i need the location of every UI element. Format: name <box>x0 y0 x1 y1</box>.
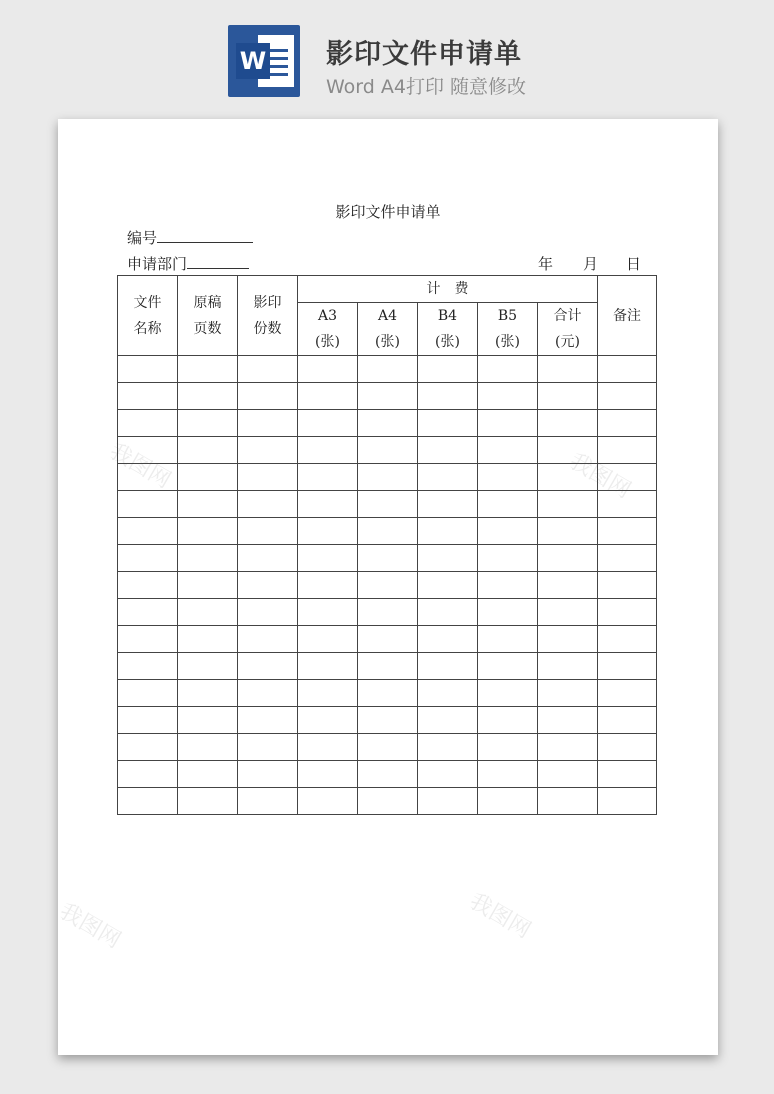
table-row <box>118 653 657 680</box>
table-cell[interactable] <box>238 410 298 437</box>
table-row <box>118 491 657 518</box>
table-cell[interactable] <box>358 707 418 734</box>
table-cell[interactable] <box>118 572 178 599</box>
table-cell[interactable] <box>118 356 178 383</box>
table-cell[interactable] <box>238 653 298 680</box>
table-cell[interactable] <box>178 410 238 437</box>
table-cell[interactable] <box>238 599 298 626</box>
table-row <box>118 788 657 815</box>
table-row <box>118 707 657 734</box>
table-cell[interactable] <box>298 599 358 626</box>
day-label: 日 <box>626 255 642 273</box>
table-cell[interactable] <box>118 680 178 707</box>
header-copies: 影印 份数 <box>238 276 298 356</box>
table-cell[interactable] <box>298 707 358 734</box>
watermark: 我图网 <box>565 448 635 504</box>
document-page <box>55 119 718 1055</box>
table-cell[interactable] <box>478 518 538 545</box>
table-cell[interactable] <box>118 707 178 734</box>
table-cell[interactable] <box>238 356 298 383</box>
table-cell[interactable] <box>538 599 598 626</box>
table-cell[interactable] <box>238 707 298 734</box>
table-cell[interactable] <box>598 410 657 437</box>
table-cell[interactable] <box>118 761 178 788</box>
table-row <box>118 410 657 437</box>
table-cell[interactable] <box>298 383 358 410</box>
watermark: 我图网 <box>105 438 175 494</box>
table-cell[interactable] <box>178 599 238 626</box>
table-cell[interactable] <box>178 626 238 653</box>
table-cell[interactable] <box>178 464 238 491</box>
table-cell[interactable] <box>418 491 478 518</box>
table-cell[interactable] <box>418 761 478 788</box>
table-cell[interactable] <box>418 599 478 626</box>
table-cell[interactable] <box>298 545 358 572</box>
header-b4: B4 (张) <box>418 303 478 356</box>
header-row <box>118 276 657 303</box>
number-blank[interactable] <box>157 228 253 243</box>
table-cell[interactable] <box>358 464 418 491</box>
table-cell[interactable] <box>418 626 478 653</box>
table-cell[interactable] <box>478 626 538 653</box>
number-label: 编号 <box>127 229 158 247</box>
table-cell[interactable] <box>598 788 657 815</box>
table-cell[interactable] <box>238 572 298 599</box>
table-cell[interactable] <box>418 437 478 464</box>
table-cell[interactable] <box>178 572 238 599</box>
banner-subtitle: Word A4打印 随意修改 <box>326 76 527 98</box>
table-cell[interactable] <box>598 599 657 626</box>
table-cell[interactable] <box>478 707 538 734</box>
word-icon <box>228 25 300 97</box>
table-cell[interactable] <box>418 653 478 680</box>
table-cell[interactable] <box>358 383 418 410</box>
table-row <box>118 626 657 653</box>
table-cell[interactable] <box>358 356 418 383</box>
table-row <box>118 518 657 545</box>
word-letter: W <box>236 43 270 79</box>
table-cell[interactable] <box>118 545 178 572</box>
table-cell[interactable] <box>538 356 598 383</box>
table-row <box>118 761 657 788</box>
table-cell[interactable] <box>238 545 298 572</box>
watermark: 我图网 <box>465 888 535 944</box>
table-cell[interactable] <box>598 680 657 707</box>
table-cell[interactable] <box>598 707 657 734</box>
table-cell[interactable] <box>238 437 298 464</box>
table-cell[interactable] <box>298 410 358 437</box>
table-cell[interactable] <box>238 626 298 653</box>
table-cell[interactable] <box>478 410 538 437</box>
year-label: 年 <box>538 255 554 273</box>
table-cell[interactable] <box>598 356 657 383</box>
table-cell[interactable] <box>358 572 418 599</box>
table-cell[interactable] <box>178 680 238 707</box>
table-row <box>118 356 657 383</box>
table-cell[interactable] <box>478 356 538 383</box>
table-cell[interactable] <box>298 356 358 383</box>
month-label: 月 <box>583 255 599 273</box>
table-cell[interactable] <box>118 599 178 626</box>
table-row <box>118 734 657 761</box>
table-cell[interactable] <box>598 383 657 410</box>
table-cell[interactable] <box>238 491 298 518</box>
table-cell[interactable] <box>178 734 238 761</box>
table-cell[interactable] <box>418 518 478 545</box>
table-cell[interactable] <box>418 356 478 383</box>
table-cell[interactable] <box>358 518 418 545</box>
department-field[interactable] <box>127 253 249 274</box>
table-cell[interactable] <box>178 356 238 383</box>
table-cell[interactable] <box>298 518 358 545</box>
table-cell[interactable] <box>178 383 238 410</box>
number-field[interactable] <box>127 227 253 248</box>
table-cell[interactable] <box>178 653 238 680</box>
table-cell[interactable] <box>538 545 598 572</box>
table-cell[interactable] <box>178 518 238 545</box>
table-cell[interactable] <box>538 437 598 464</box>
table-cell[interactable] <box>538 626 598 653</box>
table-cell[interactable] <box>178 707 238 734</box>
table-cell[interactable] <box>118 383 178 410</box>
table-cell[interactable] <box>478 545 538 572</box>
document-title: 影印文件申请单 <box>335 203 441 221</box>
table-cell[interactable] <box>358 545 418 572</box>
table-cell[interactable] <box>238 464 298 491</box>
table-cell[interactable] <box>238 734 298 761</box>
table-cell[interactable] <box>418 572 478 599</box>
table-cell[interactable] <box>358 599 418 626</box>
table-cell[interactable] <box>178 491 238 518</box>
table-cell[interactable] <box>298 464 358 491</box>
table-cell[interactable] <box>418 680 478 707</box>
table-cell[interactable] <box>298 788 358 815</box>
header-remark: 备注 <box>598 276 657 356</box>
table-cell[interactable] <box>358 788 418 815</box>
table-cell[interactable] <box>478 680 538 707</box>
table-cell[interactable] <box>238 680 298 707</box>
table-row <box>118 572 657 599</box>
table-cell[interactable] <box>478 788 538 815</box>
table-cell[interactable] <box>598 545 657 572</box>
table-cell[interactable] <box>478 734 538 761</box>
table-cell[interactable] <box>178 761 238 788</box>
table-cell[interactable] <box>478 653 538 680</box>
table-cell[interactable] <box>598 626 657 653</box>
table-cell[interactable] <box>298 437 358 464</box>
table-cell[interactable] <box>358 410 418 437</box>
table-cell[interactable] <box>118 788 178 815</box>
table-cell[interactable] <box>298 626 358 653</box>
table-cell[interactable] <box>538 734 598 761</box>
table-cell[interactable] <box>358 653 418 680</box>
table-cell[interactable] <box>538 464 598 491</box>
header-original-pages: 原稿 页数 <box>178 276 238 356</box>
table-cell[interactable] <box>298 653 358 680</box>
table-cell[interactable] <box>478 572 538 599</box>
table-cell[interactable] <box>298 761 358 788</box>
table-cell[interactable] <box>238 518 298 545</box>
table-cell[interactable] <box>238 761 298 788</box>
department-blank[interactable] <box>187 254 249 269</box>
table-cell[interactable] <box>298 491 358 518</box>
table-cell[interactable] <box>418 383 478 410</box>
table-cell[interactable] <box>418 707 478 734</box>
table-cell[interactable] <box>538 383 598 410</box>
table-row <box>118 464 657 491</box>
table-cell[interactable] <box>598 653 657 680</box>
table-cell[interactable] <box>418 545 478 572</box>
table-cell[interactable] <box>358 626 418 653</box>
table-cell[interactable] <box>358 491 418 518</box>
table-cell[interactable] <box>418 788 478 815</box>
table-cell[interactable] <box>478 491 538 518</box>
table-cell[interactable] <box>178 788 238 815</box>
table-cell[interactable] <box>358 680 418 707</box>
table-cell[interactable] <box>418 734 478 761</box>
table-cell[interactable] <box>358 437 418 464</box>
table-row <box>118 599 657 626</box>
table-cell[interactable] <box>538 653 598 680</box>
table-row <box>118 680 657 707</box>
table-cell[interactable] <box>538 707 598 734</box>
table-cell[interactable] <box>538 491 598 518</box>
table-row <box>118 545 657 572</box>
table-cell[interactable] <box>178 545 238 572</box>
header-b5: B5 (张) <box>478 303 538 356</box>
table-cell[interactable] <box>598 437 657 464</box>
department-label: 申请部门 <box>127 255 188 273</box>
copy-request-table <box>117 275 657 815</box>
table-cell[interactable] <box>238 383 298 410</box>
table-row <box>118 383 657 410</box>
table-cell[interactable] <box>478 383 538 410</box>
table-cell[interactable] <box>538 572 598 599</box>
table-cell[interactable] <box>118 410 178 437</box>
table-cell[interactable] <box>538 518 598 545</box>
table-cell[interactable] <box>538 788 598 815</box>
banner-title: 影印文件申请单 <box>326 39 522 70</box>
table-cell[interactable] <box>598 734 657 761</box>
table-cell[interactable] <box>538 761 598 788</box>
header-total: 合计 (元) <box>538 303 598 356</box>
table-cell[interactable] <box>478 464 538 491</box>
table-cell[interactable] <box>118 491 178 518</box>
header-file-name: 文件 名称 <box>118 276 178 356</box>
table-cell[interactable] <box>118 653 178 680</box>
table-cell[interactable] <box>118 437 178 464</box>
table-cell[interactable] <box>238 788 298 815</box>
table-cell[interactable] <box>598 761 657 788</box>
header-a3: A3 (张) <box>298 303 358 356</box>
table-cell[interactable] <box>298 680 358 707</box>
table-cell[interactable] <box>358 734 418 761</box>
table-body <box>118 276 657 815</box>
table-cell[interactable] <box>598 464 657 491</box>
table-cell[interactable] <box>598 491 657 518</box>
table-cell[interactable] <box>298 734 358 761</box>
table-cell[interactable] <box>478 437 538 464</box>
table-cell[interactable] <box>418 464 478 491</box>
table-cell[interactable] <box>118 734 178 761</box>
table-cell[interactable] <box>538 410 598 437</box>
table-cell[interactable] <box>118 464 178 491</box>
watermark: 我图网 <box>55 898 125 954</box>
header-fee: 计 费 <box>298 276 598 303</box>
table-cell[interactable] <box>478 599 538 626</box>
table-cell[interactable] <box>118 518 178 545</box>
table-cell[interactable] <box>418 410 478 437</box>
table-cell[interactable] <box>598 518 657 545</box>
table-cell[interactable] <box>118 626 178 653</box>
table-cell[interactable] <box>358 761 418 788</box>
table-cell[interactable] <box>478 761 538 788</box>
table-row <box>118 437 657 464</box>
table-cell[interactable] <box>298 572 358 599</box>
table-cell[interactable] <box>538 680 598 707</box>
header-a4: A4 (张) <box>358 303 418 356</box>
table-cell[interactable] <box>178 437 238 464</box>
table-cell[interactable] <box>598 572 657 599</box>
